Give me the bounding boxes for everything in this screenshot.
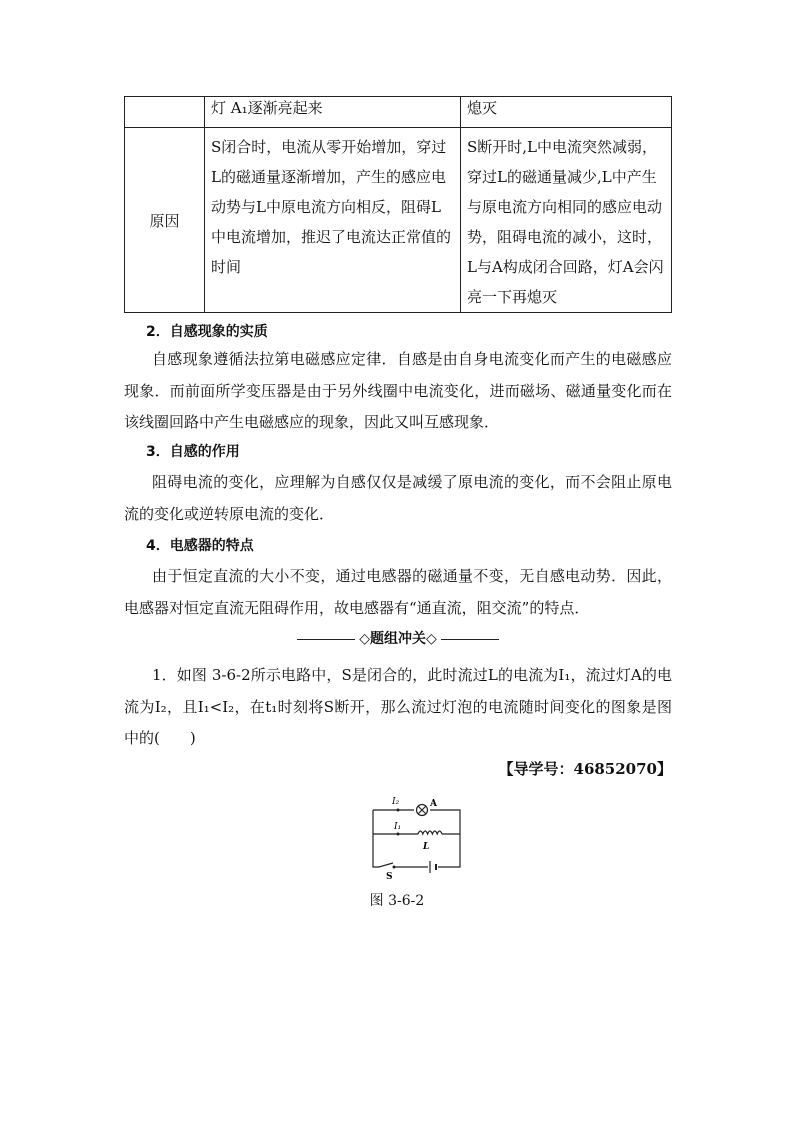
section-heading: 4．电感器的特点 [146, 538, 254, 554]
divider-line-right [441, 639, 499, 640]
question-text: 1．如图 3-6-2所示电路中，S是闭合的，此时流过L的电流为I₁，流过灯A的电流为I₂，且I₁<I₂，在t₁时刻将S断开，那么流过灯泡的电流随时间变化的图象是图中的( ) [124, 666, 672, 747]
divider-title: ◇题组冲关◇ [359, 631, 437, 647]
figure-caption: 图 3-6-2 [369, 893, 425, 909]
section-divider [124, 628, 672, 648]
section-heading: 2．自感现象的实质 [146, 324, 268, 340]
reason-close-text: S闭合时，电流从零开始增加，穿过L的磁通量逐渐增加，产生的感应电动势与L中原电流方向相反，阻碍L中电流增加，推迟了电流达正常值的时间 [211, 138, 452, 276]
circuit-wire-left [373, 810, 379, 867]
inductor-icon [418, 831, 442, 834]
circuit-diagram [365, 789, 467, 879]
switch-contact [393, 866, 396, 869]
divider-line-left [297, 639, 355, 640]
section-text: 由于恒定直流的大小不变，通过电感器的磁通量不变，无自感电动势．因此，电感器对恒定直流无阻碍作用，故电感器有“通直流，阻交流”的特点． [124, 567, 672, 617]
table-cell-reason-close [205, 128, 461, 313]
circuit-wire-top [373, 810, 460, 867]
label-inductor: L [423, 842, 430, 852]
table-row [125, 97, 672, 128]
table-row [125, 128, 672, 313]
table-cell-empty [125, 97, 205, 128]
label-i1: I₁ [394, 822, 402, 832]
table-cell-reason-label: 原因 [125, 128, 205, 313]
label-switch: S [386, 872, 393, 879]
switch-blade [379, 863, 393, 867]
section-heading: 3．自感的作用 [146, 444, 240, 460]
question-reference: 【导学号：46852070】 [498, 760, 672, 778]
i1-marker [397, 833, 400, 836]
label-lamp: A [430, 799, 437, 809]
table-cell-phenomenon-close: 灯 A₁逐渐亮起来 [205, 97, 461, 128]
section-text: 阻碍电流的变化，应理解为自感仅仅是减缓了原电流的变化，而不会阻止原电流的变化或逆转原电流的变化． [124, 473, 672, 523]
comparison-table [124, 96, 672, 313]
section-text: 自感现象遵循法拉第电磁感应定律．自感是由自身电流变化而产生的电磁感应现象．而前面所学变压器是由于另外线圈中电流变化，进而磁场、磁通量变化而在该线圈回路中产生电磁感应的现象，因此又叫互感现象． [124, 350, 672, 431]
reason-open-text: S断开时,L中电流突然减弱，穿过L的磁通量减少,L中产生与原电流方向相同的感应电动势，阻碍电流的减小，这时，L与A构成闭合回路，灯A会闪亮一下再熄灭 [467, 138, 664, 306]
i2-marker [397, 809, 400, 812]
table-cell-reason-open [461, 128, 672, 313]
table-cell-phenomenon-open: 熄灭 [461, 97, 672, 128]
label-i2: I₂ [392, 797, 400, 807]
